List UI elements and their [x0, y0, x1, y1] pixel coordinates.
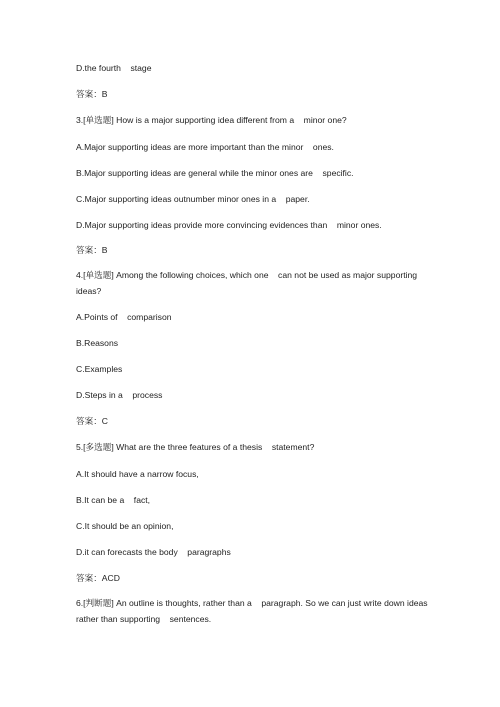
q5-option-d: D.it can forecasts the body paragraphs [76, 547, 231, 557]
q5-option-c: C.It should be an opinion, [76, 521, 174, 531]
q4-question: 4.[单选题] Among the following choices, which one can not be used as major supporting ideas? [76, 270, 420, 296]
q6-question: 6.[判断题] An outline is thoughts, rather than a paragraph. So we can just write down ideas rather than supporting sentences. [76, 598, 430, 624]
q4-option-c: C.Examples [76, 364, 123, 374]
q5-option-a: A.It should have a narrow focus, [76, 469, 199, 479]
q2-option-d: D.the fourth stage [76, 63, 152, 73]
q3-option-b: B.Major supporting ideas are general while the minor ones are specific. [76, 168, 354, 178]
q2-answer: 答案：B [76, 89, 108, 99]
q4-option-b: B.Reasons [76, 338, 119, 348]
q5-question: 5.[多选题] What are the three features of a thesis statement? [76, 442, 315, 452]
q3-question: 3.[单选题] How is a major supporting idea different from a minor one? [76, 115, 347, 125]
q5-option-b: B.It can be a fact, [76, 495, 151, 505]
q4-option-d: D.Steps in a process [76, 390, 163, 400]
q4-option-a: A.Points of comparison [76, 312, 172, 322]
q3-option-a: A.Major supporting ideas are more important than the minor ones. [76, 142, 334, 152]
q3-answer: 答案：B [76, 245, 108, 255]
q3-option-c: C.Major supporting ideas outnumber minor ones in a paper. [76, 194, 310, 204]
q3-option-d: D.Major supporting ideas provide more convincing evidences than minor ones. [76, 220, 382, 230]
q4-answer: 答案：C [76, 416, 108, 426]
q5-answer: 答案：ACD [76, 573, 120, 583]
